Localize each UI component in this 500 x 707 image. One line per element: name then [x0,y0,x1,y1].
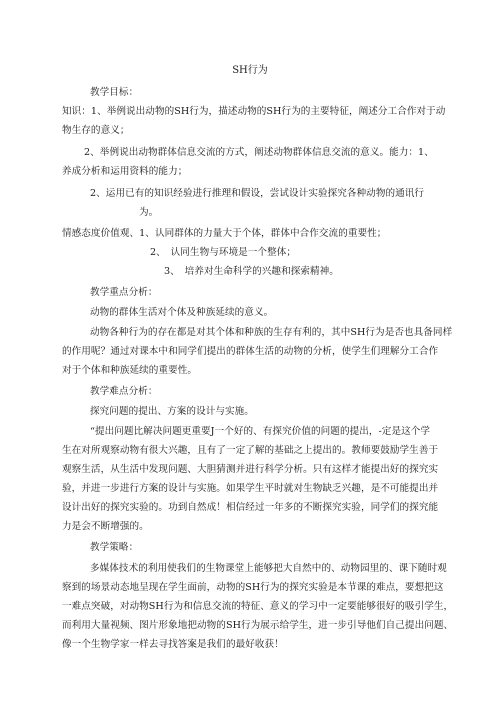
paragraph-line: 知识：1、举例说出动物的SH行为，描述动物的SH行为的主要特征，阐述分工合作对于动 [62,106,446,117]
paragraph-line: 多媒体技术的利用使我们的生物课堂上能够把大自然中的、动物园里的、课下随时观 [90,563,447,574]
paragraph-line: 动物各种行为的存在都是对其个体和种族的生存有利的，其中SH行为是否也具备同样 [90,327,453,338]
section-heading-difficult-points: 教学难点分析： [90,386,158,397]
section-heading-teaching-goals: 教学目标： [90,87,139,98]
paragraph-line: 一难点突破，对动物SH行为和信息交流的特征、意义的学习中一定要能够很好的吸引学生， [62,601,454,612]
paragraph-line: 动物的群体生活对个体及种族延续的意义。 [90,307,274,318]
list-item: 2、 认同生物与环境是一个整体； [150,247,297,258]
document-title: SH行为 [232,65,268,76]
paragraph-line: 的作用呢？通过对课本中和同学们提出的群体生活的动物的分析，使学生们理解分工合作 [62,346,439,357]
paragraph-line: 2、举例说出动物群体信息交流的方式，阐述动物群体信息交流的意义。能力：1、 [84,147,434,158]
section-heading-key-points: 教学重点分析： [90,287,158,298]
paragraph-line: 设计出好的探究实验的。功到自然成！相信经过一年多的不断探究实验，同学们的探究能 [62,502,439,513]
paragraph-line: “提出问题比解决问题更重要J一个好的、有探究价值的问题的提出，-定是这个学 [90,426,431,437]
paragraph-line: 为。 [139,207,159,218]
paragraph-line: 验，并进一步进行方案的设计与实施。如果学生平时就对生物缺乏兴趣，是不可能提出并 [62,483,439,494]
paragraph-line: 力是会不断增强的。 [62,521,149,532]
paragraph-line: 物生存的意义； [62,125,130,136]
paragraph-line: 2、运用已有的知识经验进行推理和假设，尝试设计实验探究各种动物的通讯行 [90,188,425,199]
paragraph-line: 像一个生物学家一样去寻找答案是我们的最好收获！ [62,639,284,650]
list-item: 3、 培养对生命科学的兴趣和探索精神。 [164,266,339,277]
section-heading-teaching-strategy: 教学策略： [90,542,139,553]
paragraph-line: 察到的场景动态地呈现在学生面前，动物的SH行为的探究实验是本节课的难点，要想把这 [62,582,444,593]
paragraph-line: 对于个体和种族延续的重要性。 [62,365,198,376]
paragraph-line: 养成分析和运用资料的能力； [62,166,188,177]
paragraph-line: 生在对所观察动物有很大兴趣，且有了一定了解的基础之上提出的。教师要鼓励学生善于 [62,445,439,456]
paragraph-line: 而利用大量视频、图片形象地把动物的SH行为展示给学生，进一步引导他们自己提出问题、 [62,620,454,631]
paragraph-line: 探究问题的提出、方案的设计与实施。 [90,406,254,417]
paragraph-line: 情感态度价值观、1、认同群体的力量大于个体，群体中合作交流的重要性； [62,228,387,239]
paragraph-line: 观察生活，从生活中发现问题、大胆猜测并进行科学分析。只有这样才能提出好的探究实 [62,464,439,475]
